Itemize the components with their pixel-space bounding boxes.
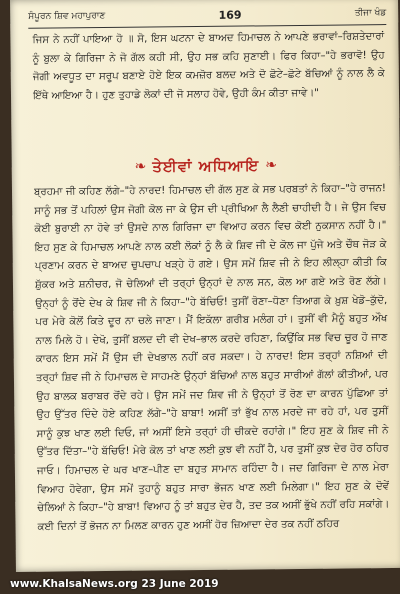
paragraph-continued: ਜਿਸ ਨੇ ਨਹੀਂ ਪਾਇਆ ਹੋ ॥ ਸੋ, ਇਸ ਘਟਨਾ ਦੇ ਬਾਅਦ ਹਿਮਾਚਲ ਨੇ ਆਪਣੇ ਭਰਾਵਾਂ–ਰਿਸ਼ਤੇਦਾਰਾਂ ਨੂੰ ਬੁਲਾ ਕੇ ਗਿਰਿਜਾ ਨੇ ਜੋ ਗੱਲ ਕਹੀ ਸੀ, ਉਹ ਸਭ ਕਹਿ ਸੁਣਾਈ। ਫਿਰ ਕਿਹਾ–"ਹੇ ਭਰਾਵੋ! ਉਹ ਜੋਗੀ ਅਵਧੂਤ ਦਾ ਸਰੂਪ ਬਣਾਏ ਹੋਏ ਇਕ ਕਮਜ਼ੋਰ ਬਲਦ ਅਤੇ ਦੋ ਛੋਟੇ–ਛੋਟੇ ਬੱਚਿਆਂ ਨੂੰ ਨਾਲ ਲੈ ਕੇ ਇੱਥੇ ਆਇਆ ਹੈ। ਹੁਣ ਤੁਹਾਡੇ ਲੋਕਾਂ ਦੀ ਜੋ ਸਲਾਹ ਹੋਵੇ, ਉਹੀ ਕੰਮ ਕੀਤਾ ਜਾਵੇ।" bbox=[32, 31, 385, 102]
page-number: 169 bbox=[218, 8, 242, 22]
ornament-right-icon: ❧ bbox=[265, 157, 278, 174]
section-label: ਤੀਜਾ ਖੰਡ bbox=[354, 8, 387, 19]
book-page bbox=[10, 0, 400, 572]
book-title: ਸੰਪੂਰਨ ਸ਼ਿਵ ਮਹਾਪੁਰਾਣ bbox=[28, 11, 106, 22]
ornament-left-icon: ❧ bbox=[134, 158, 147, 175]
chapter-heading bbox=[12, 152, 400, 180]
chapter-title: ਤੇਈਵਾਂ ਅਧਿਆਇ bbox=[152, 156, 260, 176]
watermark: www.KhalsaNews.org 23 June 2019 bbox=[10, 578, 219, 590]
chapter-body: ਬ੍ਰਹਮਾ ਜੀ ਕਹਿਣ ਲੱਗੇ–"ਹੇ ਨਾਰਦ! ਹਿਮਾਚਲ ਦੀ ਗੱਲ ਸੁਣ ਕੇ ਸਭ ਪਰਬਤਾਂ ਨੇ ਕਿਹਾ–"ਹੇ ਰਾਜਨ! ਸਾਨੂੰ ਸਭ ਤੋਂ ਪਹਿਲਾਂ ਉਸ ਜੋਗੀ ਕੋਲ ਜਾ ਕੇ ਉਸ ਦੀ ਪ੍ਰੀਖਿਆ ਲੈ ਲੈਣੀ ਚਾਹੀਦੀ ਹੈ। ਜੇ ਉਸ ਵਿਚ ਕੋਈ ਬੁਰਾਈ ਨਾ ਹੋਵੇ ਤਾਂ ਉਸਦੇ ਨਾਲ ਗਿਰਿਜਾ ਦਾ ਵਿਆਹ ਕਰਨ ਵਿਚ ਕੋਈ ਨੁਕਸਾਨ ਨਹੀਂ ਹੈ।" ਇਹ ਸੁਣ ਕੇ ਹਿਮਾਚਲ ਆਪਣੇ ਨਾਲ ਕਈ ਲੋਕਾਂ ਨੂੰ ਲੈ ਕੇ ਸ਼ਿਵ ਜੀ ਦੇ ਕੋਲ ਜਾ ਪੁੱਜੇ ਅਤੇ ਚੌਥ ਜੋੜ ਕੇ ਪ੍ਰਣਾਮ ਕਰਨ ਦੇ ਬਾਅਦ ਚੁਪਚਾਪ ਖੜ੍ਹੇ ਹੋ ਗਏ। ਉਸ ਸਮੇਂ ਸ਼ਿਵ ਜੀ ਨੇ ਇਹ ਲੀਲ੍ਹਾ ਕੀਤੀ ਕਿ ਸ਼ੁੱਕਰ ਅਤੇ ਸ਼ਨੀਚਰ, ਜੋ ਚੇਲਿਆਂ ਦੀ ਤਰ੍ਹਾਂ ਉਨ੍ਹਾਂ ਦੇ ਨਾਲ ਸਨ, ਕੋਲ ਆ ਗਏ ਅਤੇ ਰੋਣ ਲੱਗੇ। ਉਨ੍ਹਾਂ ਨੂੰ ਰੋਂਦੇ ਦੇਖ ਕੇ ਸ਼ਿਵ ਜੀ ਨੇ ਕਿਹਾ–"ਹੇ ਬੱਚਿਓ! ਤੁਸੀਂ ਰੋਣਾ–ਧੋਣਾ ਤਿਆਗ ਕੇ ਖ਼ੁਸ਼ ਖੇਡੋ–ਕੁੱਦੋ, ਪਰ ਮੇਰੇ ਕੋਲੋਂ ਕਿਤੇ ਦੂਰ ਨਾ ਚਲੇ ਜਾਣਾ। ਮੈਂ ਇਕੱਲਾ ਗਰੀਬ ਮਲੰਗ ਹਾਂ। ਤੁਸੀਂ ਵੀ ਮੈਨੂੰ ਬਹੁਤ ਔਖ ਨਾਲ ਮਿਲੇ ਹੋ। ਦੇਖੋ, ਤੁਸੀਂ ਬਲਦ ਦੀ ਵੀ ਦੇਖ–ਭਾਲ ਕਰਦੇ ਰਹਿਣਾ, ਕਿਉਂਕਿ ਸਭ ਵਿਚ ਚੂਰ ਹੋ ਜਾਣ ਕਾਰਨ ਇਸ ਸਮੇਂ ਮੈਂ ਉਸ ਦੀ ਦੇਖਭਾਲ ਨਹੀਂ ਕਰ ਸਕਦਾ। ਹੇ ਨਾਰਦ! ਇਸ ਤਰ੍ਹਾਂ ਨਸ਼ਿਆਂ ਦੀ ਤਰ੍ਹਾਂ ਸ਼ਿਵ ਜੀ ਨੇ ਹਿਮਾਚਲ ਦੇ ਸਾਹਮਣੇ ਉਨ੍ਹਾਂ ਬੱਚਿਆਂ ਨਾਲ ਬਹੁਤ ਸਾਰੀਆਂ ਗੱਲਾਂ ਕੀਤੀਆਂ, ਪਰ ਉਹ ਬਾਲਕ ਬਰਾਬਰ ਰੋਂਦੇ ਰਹੇ। ਉਸ ਸਮੇਂ ਜਦ ਸ਼ਿਵ ਜੀ ਨੇ ਉਨ੍ਹਾਂ ਤੋਂ ਰੋਣ ਦਾ ਕਾਰਨ ਪੁੱਛਿਆ ਤਾਂ ਉਹ ਉੱਤਰ ਦਿੰਦੇ ਹੋਏ ਕਹਿਣ ਲੱਗੇ–"ਹੇ ਬਾਬਾ! ਅਸੀਂ ਤਾਂ ਭੁੱਖ ਨਾਲ ਮਰਦੇ ਜਾ ਰਹੇ ਹਾਂ, ਪਰ ਤੁਸੀਂ ਸਾਨੂੰ ਕੁਝ ਖਾਣ ਲਈ ਦਿਓ, ਜਾਂ ਅਸੀਂ ਇਸੇ ਤਰ੍ਹਾਂ ਹੀ ਚੀਕਦੇ ਰਹਾਂਗੇ।" ਇਹ ਸੁਣ ਕੇ ਸ਼ਿਵ ਜੀ ਨੇ ਉੱਤਰ ਦਿੱਤਾ–"ਹੇ ਬੱਚਿਓ! ਮੇਰੇ ਕੋਲ ਤਾਂ ਖਾਣ ਲਈ ਕੁਝ ਵੀ ਨਹੀਂ ਹੈ, ਪਰ ਤੁਸੀਂ ਕੁਝ ਦੇਰ ਹੋਰ ਠਹਿਰ ਜਾਓ। ਹਿਮਾਚਲ ਦੇ ਘਰ ਖਾਣ–ਪੀਣ ਦਾ ਬਹੁਤ ਸਾਮਾਨ ਰਹਿੰਦਾ ਹੈ। ਜਦ ਗਿਰਿਜਾ ਦੇ ਨਾਲ ਮੇਰਾ ਵਿਆਹ ਹੋਵੇਗਾ, ਉਸ ਸਮੇਂ ਤੁਹਾਨੂੰ ਬਹੁਤ ਸਾਰਾ ਭੋਜਨ ਖਾਣ ਲਈ ਮਿਲੇਗਾ।" ਇਹ ਸੁਣ ਕੇ ਦੋਵੇਂ ਚੇਲਿਆਂ ਨੇ ਕਿਹਾ–"ਹੇ ਬਾਬਾ! ਵਿਆਹ ਨੂੰ ਤਾਂ ਬਹੁਤ ਦੇਰ ਹੈ, ਤਦ ਤਕ ਅਸੀਂ ਭੁੱਖੇ ਨਹੀਂ ਰਹਿ ਸਕਾਂਗੇ। ਕਈ ਦਿਨਾਂ ਤੋਂ ਭੋਜਨ ਨਾ ਮਿਲਣ ਕਾਰਨ ਹੁਣ ਅਸੀਂ ਹੋਰ ਜ਼ਿਆਦਾ ਦੇਰ ਤਕ ਨਹੀਂ ਠਹਿਰ bbox=[33, 183, 390, 533]
